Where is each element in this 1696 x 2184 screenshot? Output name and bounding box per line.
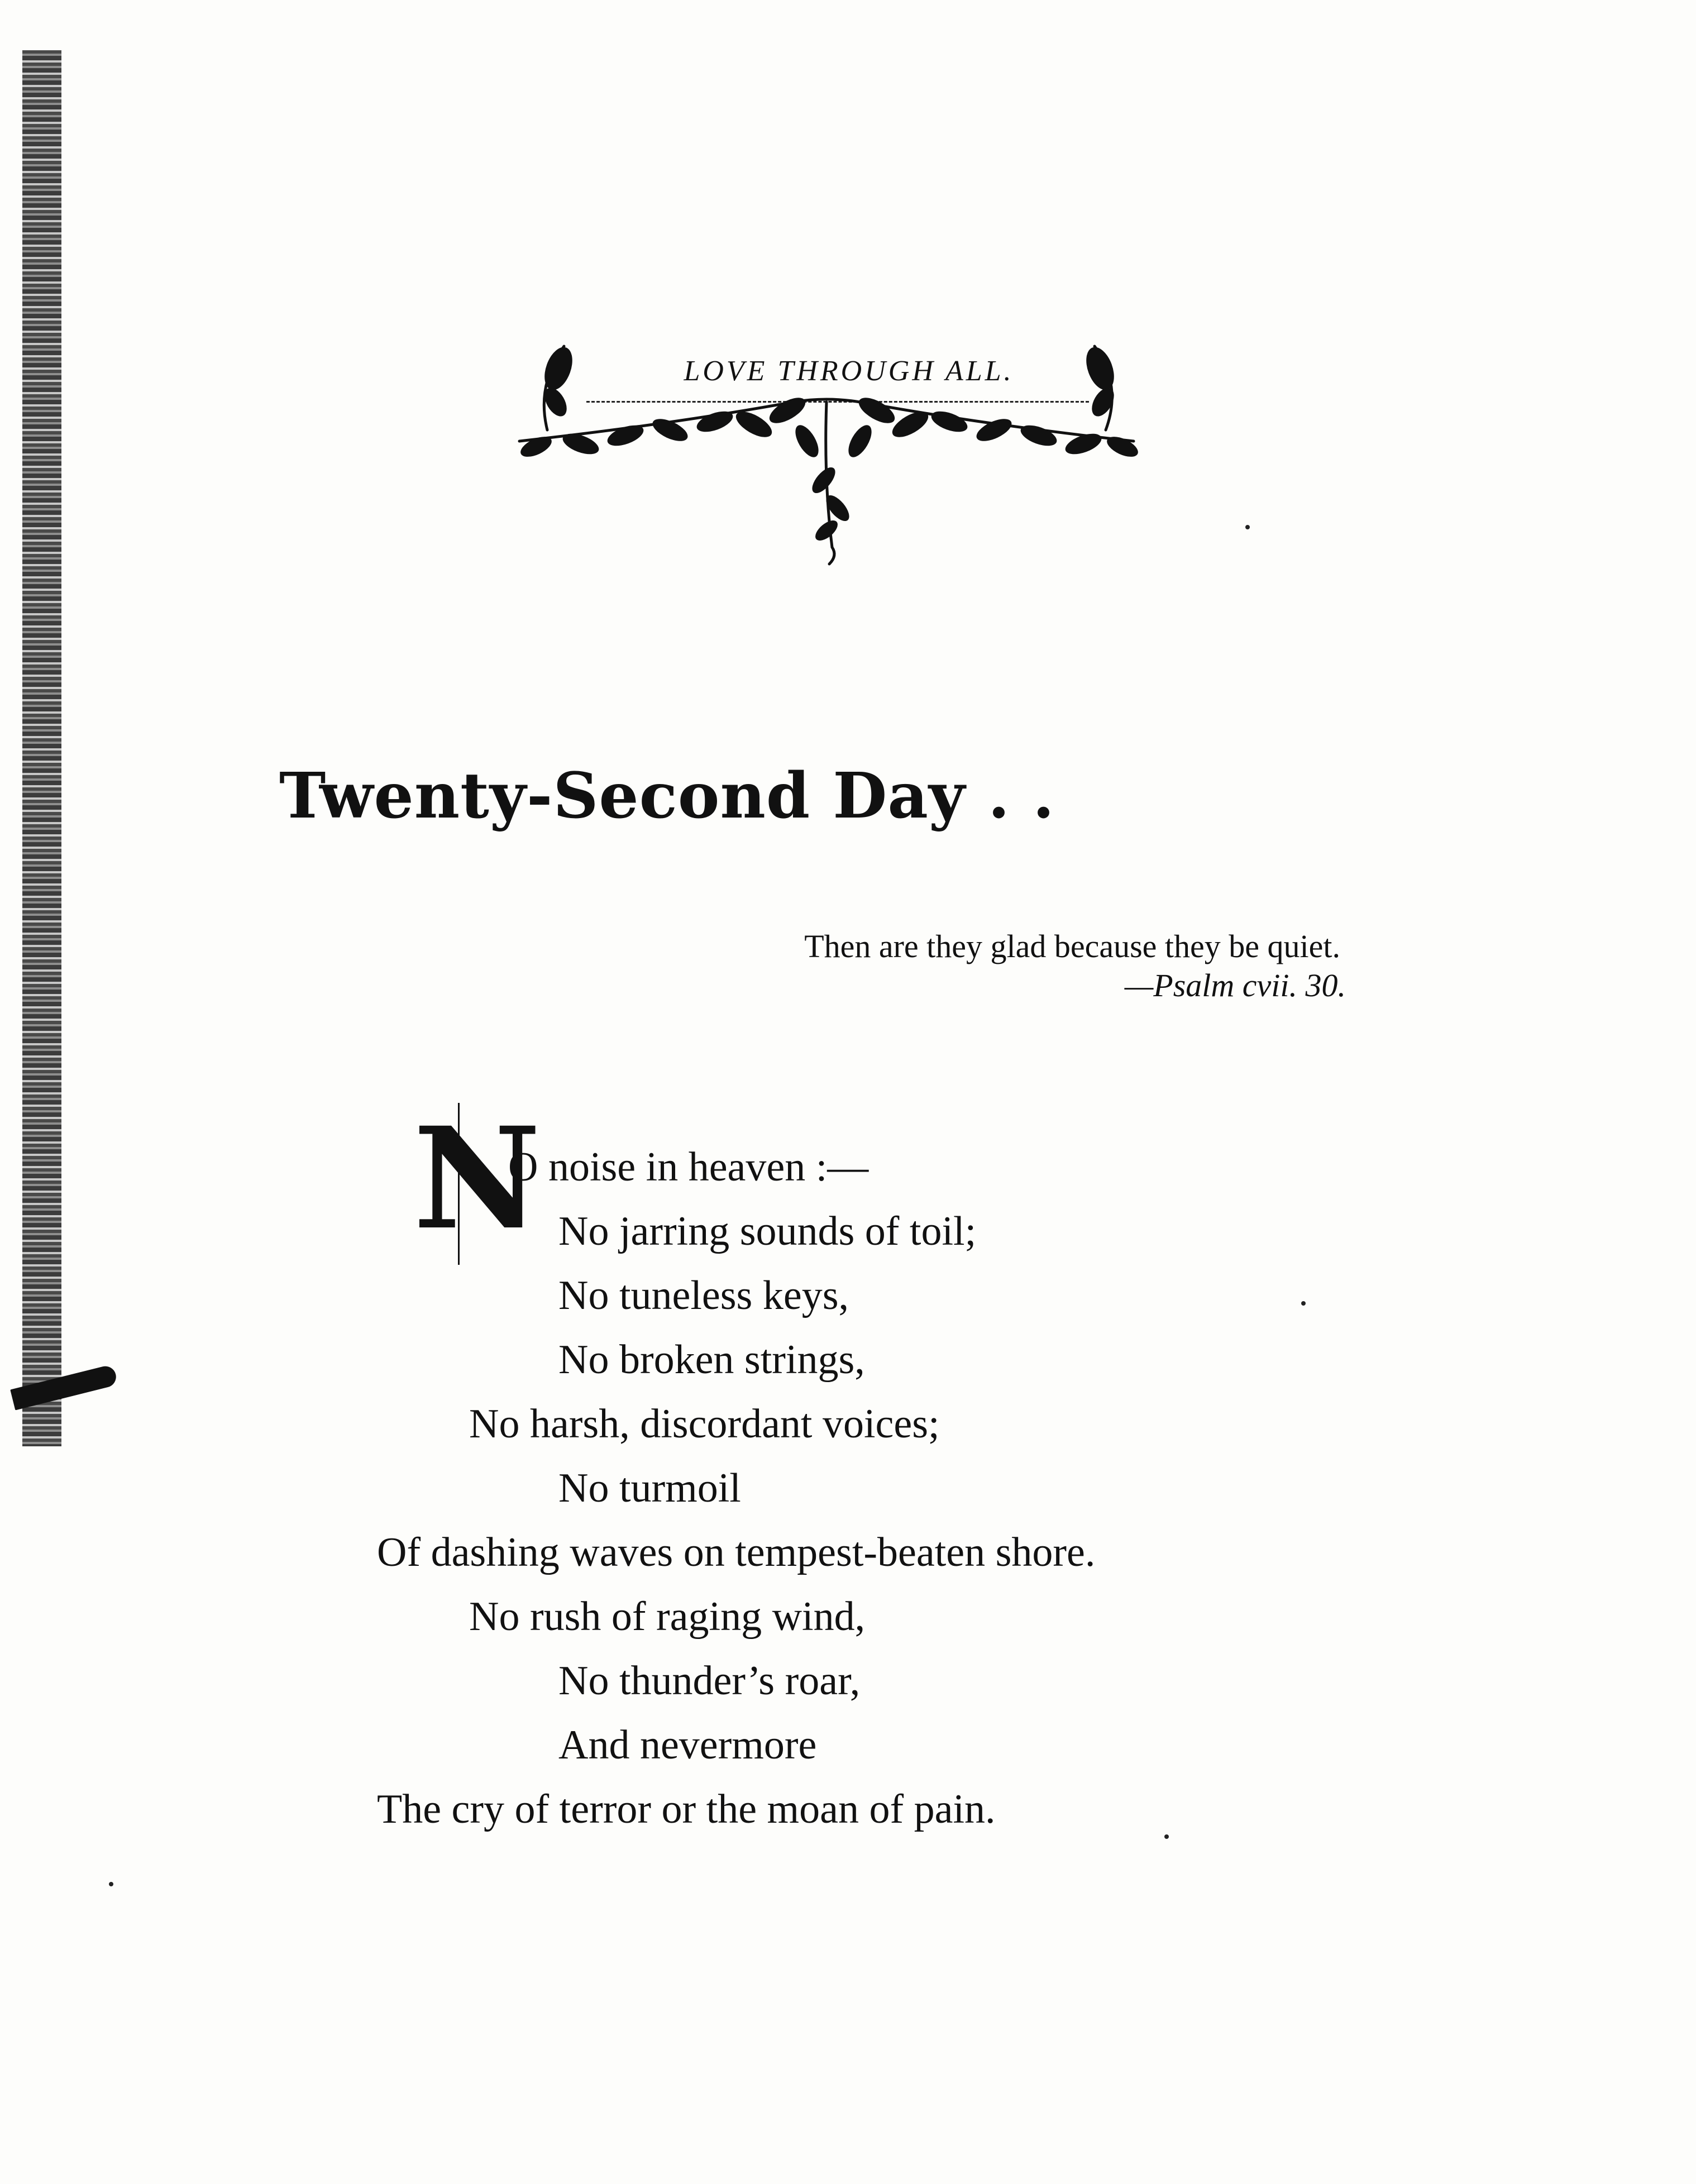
epigraph-citation: —Psalm cvii. 30.	[1124, 967, 1346, 1003]
poem-line: No jarring sounds of toil;	[558, 1208, 977, 1254]
poem-line: O noise in heaven :—	[508, 1144, 869, 1190]
print-speck	[109, 1882, 113, 1886]
poem-line: No tuneless keys,	[558, 1273, 849, 1318]
poem-line: No harsh, discordant voices;	[469, 1401, 940, 1447]
print-speck	[1164, 1834, 1169, 1839]
poem-line: And nevermore	[558, 1722, 817, 1768]
print-speck	[1245, 525, 1250, 529]
poem-line: Of dashing waves on tempest-beaten shore.	[377, 1530, 1096, 1575]
poem-line: No rush of raging wind,	[469, 1594, 866, 1640]
epigraph-text: Then are they glad because they be quiet.	[804, 928, 1340, 964]
poem-line: No broken strings,	[558, 1337, 865, 1383]
print-speck	[1301, 1301, 1306, 1306]
drop-cap: N	[413, 1096, 541, 1260]
day-title: Twenty-Second Day . .	[279, 759, 1055, 833]
poem-line: No turmoil	[558, 1465, 741, 1511]
poem-line: The cry of terror or the moan of pain.	[377, 1786, 996, 1832]
running-head: LOVE THROUGH ALL.	[684, 355, 1014, 387]
poem-line: No thunder’s roar,	[558, 1658, 861, 1704]
